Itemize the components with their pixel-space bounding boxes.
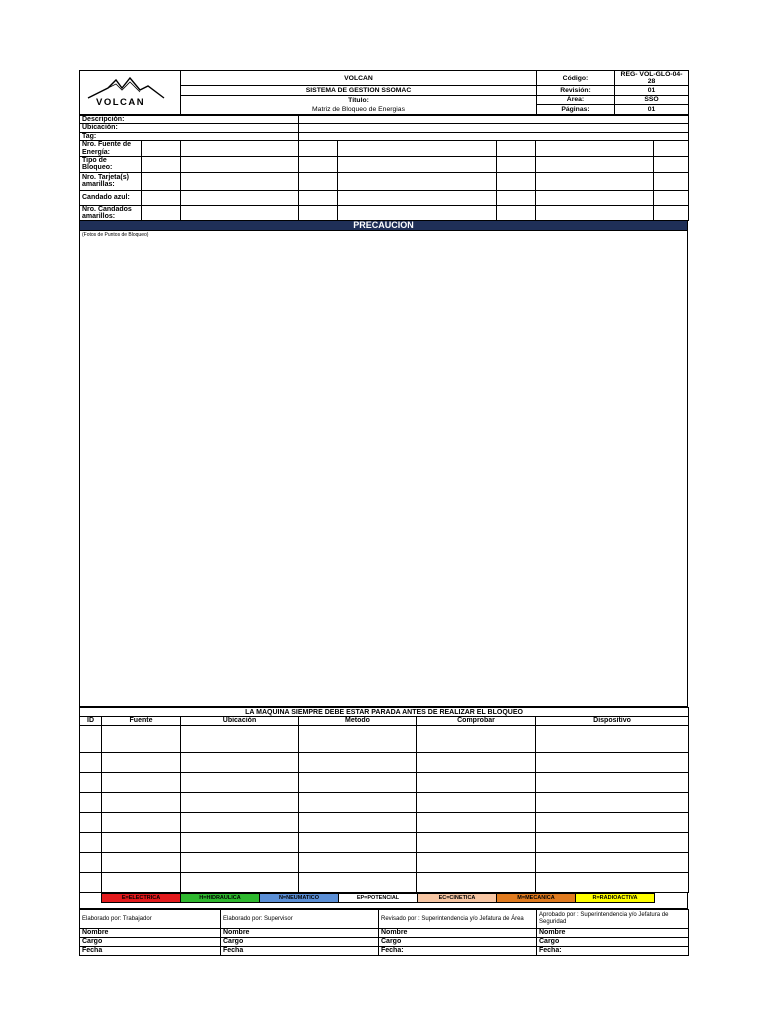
company-name: VOLCAN [181,71,537,86]
table-cell[interactable] [80,725,102,752]
legend-electrica: E=ELECTRICA [101,893,181,903]
nombre-label[interactable]: Nombre [537,928,689,937]
meta-value-revision: 01 [615,86,689,96]
table-cell[interactable] [181,812,299,832]
table-cell[interactable] [536,792,689,812]
field-cell[interactable] [338,141,497,157]
cargo-label[interactable]: Cargo [221,937,379,946]
table-cell[interactable] [102,772,181,792]
lockout-table [79,707,689,892]
tipo-bloqueo-label: Tipo de Bloqueo: [80,156,142,172]
fecha-label[interactable]: Fecha [80,946,221,955]
field-cell[interactable] [142,172,181,190]
table-cell[interactable] [299,852,417,872]
warning-text: LA MAQUINA SIEMPRE DEBE ESTAR PARADA ANTES DE REALIZAR EL BLOQUEO [80,708,689,717]
table-cell[interactable] [80,752,102,772]
elaborado-trabajador-label: Elaborado por: Trabajador [80,909,221,928]
meta-value-paginas: 01 [615,105,689,115]
table-cell[interactable] [299,872,417,892]
field-cell[interactable] [299,190,338,205]
table-cell[interactable] [181,832,299,852]
table-cell[interactable] [299,792,417,812]
table-cell[interactable] [80,852,102,872]
nombre-label[interactable]: Nombre [221,928,379,937]
tag-value[interactable] [299,132,689,141]
field-cell[interactable] [654,172,689,190]
table-cell[interactable] [181,872,299,892]
field-cell[interactable] [299,141,338,157]
logo [80,71,181,115]
cargo-label[interactable]: Cargo [80,937,221,946]
field-cell[interactable] [181,190,299,205]
field-cell[interactable] [654,190,689,205]
col-comprobar: Comprobar [417,717,536,725]
legend-mecanica: M=MECANICA [496,893,576,903]
nombre-label[interactable]: Nombre [80,928,221,937]
legend-potencial: EP=POTENCIAL [338,893,418,903]
table-cell[interactable] [417,772,536,792]
meta-value-area: SSO [615,95,689,105]
table-row [80,752,689,772]
table-cell[interactable] [536,812,689,832]
field-cell[interactable] [536,190,654,205]
field-cell[interactable] [338,172,497,190]
field-cell[interactable] [536,172,654,190]
table-cell[interactable] [417,852,536,872]
field-cell[interactable] [536,141,654,157]
meta-value-codigo: REG- VOL-GLO-04-28 [615,71,689,86]
field-cell[interactable] [181,205,299,221]
photo-area[interactable] [79,231,688,707]
field-cell[interactable] [497,156,536,172]
cargo-label[interactable]: Cargo [379,937,537,946]
table-row [80,872,689,892]
title-value: Matriz de Bloqueo de Energias [181,105,537,115]
table-cell[interactable] [417,752,536,772]
table-cell[interactable] [80,872,102,892]
meta-label-paginas: Páginas: [537,105,615,115]
table-cell[interactable] [417,812,536,832]
field-cell[interactable] [142,156,181,172]
energy-legend [79,893,688,903]
photo-note: (Fotos de Puntos de Bloqueo) [82,232,149,239]
field-cell[interactable] [654,141,689,157]
col-ubicacion: Ubicación [181,717,299,725]
table-cell[interactable] [299,772,417,792]
meta-label-codigo: Código: [537,71,615,86]
table-cell[interactable] [181,792,299,812]
col-metodo: Metodo [299,717,417,725]
field-cell[interactable] [497,141,536,157]
field-cell[interactable] [181,156,299,172]
table-row [80,812,689,832]
field-cell[interactable] [142,141,181,157]
nombre-label[interactable]: Nombre [379,928,537,937]
table-cell[interactable] [102,872,181,892]
field-cell[interactable] [654,205,689,221]
ubicacion-label: Ubicación: [80,124,299,133]
meta-label-area: Area: [537,95,615,105]
table-cell[interactable] [181,772,299,792]
table-cell[interactable] [417,792,536,812]
table-cell[interactable] [102,812,181,832]
fields-table [79,115,689,222]
table-cell[interactable] [181,752,299,772]
table-cell[interactable] [80,772,102,792]
table-cell[interactable] [102,725,181,752]
legend-cinetica: EC=CINETICA [417,893,497,903]
system-name: SISTEMA DE GESTION SSOMAC [181,86,537,96]
table-row [80,772,689,792]
fecha-label[interactable]: Fecha: [379,946,537,955]
precaucion-banner: PRECAUCION [79,221,688,231]
table-cell[interactable] [181,852,299,872]
table-cell[interactable] [536,872,689,892]
candado-azul-label: Candado azul: [80,190,142,205]
table-cell[interactable] [536,772,689,792]
legend-hidraulica: H=HIDRAULICA [180,893,260,903]
fecha-label[interactable]: Fecha [221,946,379,955]
legend-radioactiva: R=RADIOACTIVA [575,893,655,903]
lockout-form [79,70,688,956]
table-cell[interactable] [417,725,536,752]
ubicacion-value[interactable] [299,124,689,133]
tag-label: Tag: [80,132,299,141]
header-table [79,70,689,115]
field-cell[interactable] [299,156,338,172]
table-cell[interactable] [80,832,102,852]
field-cell[interactable] [338,190,497,205]
descripcion-value[interactable] [299,115,689,124]
table-cell[interactable] [102,832,181,852]
col-fuente: Fuente [102,717,181,725]
elaborado-supervisor-label: Elaborado por: Supervisor [221,909,379,928]
table-cell[interactable] [417,872,536,892]
signature-table [79,909,689,956]
table-cell[interactable] [299,832,417,852]
title-label: Título: [181,95,537,105]
table-row [80,852,689,872]
table-cell[interactable] [536,852,689,872]
table-cell[interactable] [80,812,102,832]
field-cell[interactable] [181,141,299,157]
meta-label-revision: Revisión: [537,86,615,96]
table-cell[interactable] [299,812,417,832]
table-cell[interactable] [536,752,689,772]
aprobado-label: Aprobado por : Superintendencia y/o Jefatura de Seguridad [537,909,689,928]
field-cell[interactable] [536,156,654,172]
table-cell[interactable] [536,832,689,852]
table-cell[interactable] [417,832,536,852]
table-row [80,832,689,852]
field-cell[interactable] [497,190,536,205]
table-cell[interactable] [536,725,689,752]
table-cell[interactable] [181,725,299,752]
field-cell[interactable] [338,205,497,221]
table-row [80,792,689,812]
field-cell[interactable] [142,190,181,205]
nro-candados-label: Nro. Candados amarillos: [80,205,142,221]
field-cell[interactable] [497,205,536,221]
nro-tarjetas-label: Nro. Tarjeta(s) amarillas: [80,172,142,190]
logo-text: VOLCAN [96,97,146,109]
descripcion-label: Descripción: [80,115,299,124]
table-cell[interactable] [102,792,181,812]
field-cell[interactable] [299,172,338,190]
cargo-label[interactable]: Cargo [537,937,689,946]
field-cell[interactable] [142,205,181,221]
field-cell[interactable] [497,172,536,190]
table-cell[interactable] [102,752,181,772]
field-cell[interactable] [299,205,338,221]
table-cell[interactable] [299,725,417,752]
field-cell[interactable] [338,156,497,172]
col-dispositivo: Dispositivo [536,717,689,725]
revisado-label: Revisado por : Superintendencia y/o Jefatura de Área [379,909,537,928]
field-cell[interactable] [536,205,654,221]
col-id: ID [80,717,102,725]
fecha-label[interactable]: Fecha: [537,946,689,955]
nro-fuente-label: Nro. Fuente de Energía: [80,141,142,157]
table-cell[interactable] [80,792,102,812]
table-cell[interactable] [299,752,417,772]
field-cell[interactable] [181,172,299,190]
field-cell[interactable] [654,156,689,172]
legend-neumatico: N=NEUMATICO [259,893,339,903]
table-cell[interactable] [102,852,181,872]
table-row [80,725,689,752]
